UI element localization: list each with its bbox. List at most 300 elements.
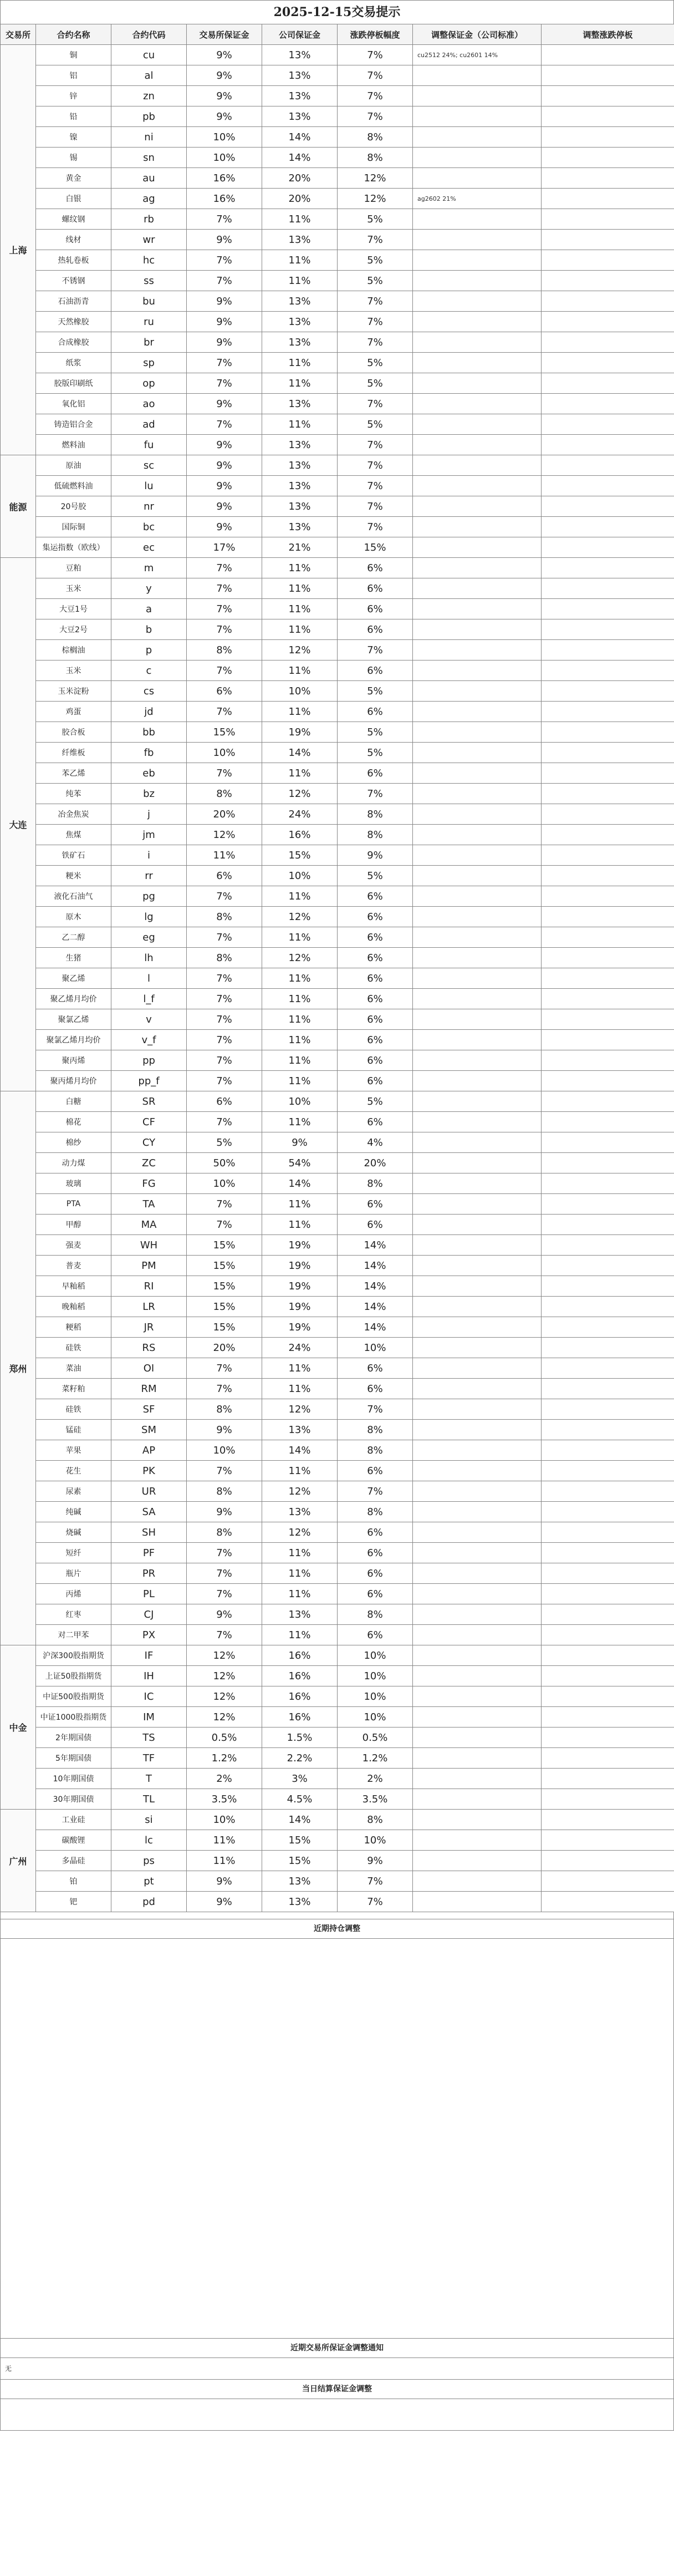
adjusted-limit — [542, 927, 674, 948]
price-limit: 15% — [338, 537, 413, 558]
exchange-margin: 12% — [187, 1666, 262, 1686]
adjusted-limit — [542, 1728, 674, 1748]
adjusted-limit — [542, 948, 674, 968]
price-limit: 10% — [338, 1830, 413, 1851]
company-margin: 11% — [262, 1215, 338, 1235]
price-limit: 8% — [338, 127, 413, 148]
contract-code: WH — [111, 1235, 187, 1256]
exchange-margin: 7% — [187, 763, 262, 784]
table-row — [1, 1050, 674, 1071]
adjusted-margin — [413, 86, 542, 106]
contract-name: 胶合板 — [36, 722, 111, 743]
day-block — [5, 2275, 669, 2325]
price-limit: 6% — [338, 1543, 413, 1563]
table-row — [1, 1769, 674, 1789]
contract-code: IF — [111, 1645, 187, 1666]
exchange-margin: 11% — [187, 1830, 262, 1851]
adjusted-margin — [413, 845, 542, 866]
company-margin: 11% — [262, 1194, 338, 1215]
adjusted-limit — [542, 1810, 674, 1830]
contract-code: CY — [111, 1132, 187, 1153]
exchange-margin: 12% — [187, 1686, 262, 1707]
company-margin: 16% — [262, 1645, 338, 1666]
company-margin: 15% — [262, 1851, 338, 1871]
table-row — [1, 1091, 674, 1112]
adjusted-limit — [542, 1625, 674, 1645]
exchange-label: 大连 — [1, 558, 36, 1091]
table-row — [1, 1728, 674, 1748]
price-limit: 8% — [338, 1810, 413, 1830]
contract-name: PTA — [36, 1194, 111, 1215]
contract-name: 锡 — [36, 148, 111, 168]
price-limit: 5% — [338, 414, 413, 435]
contract-name: 铅 — [36, 106, 111, 127]
exchange-margin: 50% — [187, 1153, 262, 1173]
day-date — [5, 2150, 669, 2160]
day-line — [5, 2217, 669, 2227]
table-row — [1, 1584, 674, 1604]
contract-name: 花生 — [36, 1461, 111, 1481]
company-margin: 11% — [262, 1461, 338, 1481]
adjusted-limit — [542, 414, 674, 435]
company-margin: 13% — [262, 106, 338, 127]
exchange-margin: 7% — [187, 209, 262, 230]
company-margin: 13% — [262, 517, 338, 537]
table-row — [1, 1789, 674, 1810]
settlement-title: 当日结算保证金调整 — [0, 2380, 674, 2399]
table-row — [1, 1215, 674, 1235]
exchange-margin: 9% — [187, 291, 262, 312]
exchange-label: 中金 — [1, 1645, 36, 1810]
company-margin: 19% — [262, 1297, 338, 1317]
adjusted-limit — [542, 127, 674, 148]
contract-name: 玻璃 — [36, 1173, 111, 1194]
exchange-margin: 9% — [187, 86, 262, 106]
exchange-margin: 9% — [187, 1502, 262, 1522]
exchange-margin: 20% — [187, 804, 262, 825]
day-block — [5, 2150, 669, 2169]
company-margin: 11% — [262, 1625, 338, 1645]
contract-code: SH — [111, 1522, 187, 1543]
adjusted-margin — [413, 209, 542, 230]
company-margin: 9% — [262, 1132, 338, 1153]
adjusted-limit — [542, 1563, 674, 1584]
table-row — [1, 476, 674, 496]
day-block — [5, 1944, 669, 2104]
table-row — [1, 763, 674, 784]
company-margin: 13% — [262, 1871, 338, 1892]
price-limit: 0.5% — [338, 1728, 413, 1748]
adjusted-margin — [413, 1584, 542, 1604]
table-row — [1, 845, 674, 866]
company-margin: 13% — [262, 332, 338, 353]
contract-code: jd — [111, 702, 187, 722]
adjusted-margin — [413, 1851, 542, 1871]
exchange-margin: 8% — [187, 907, 262, 927]
exchange-margin: 9% — [187, 312, 262, 332]
exchange-margin: 10% — [187, 1173, 262, 1194]
contract-name: 国际铜 — [36, 517, 111, 537]
adjusted-limit — [542, 619, 674, 640]
exchange-margin: 8% — [187, 640, 262, 660]
company-margin: 13% — [262, 1502, 338, 1522]
company-margin: 11% — [262, 1071, 338, 1091]
adjusted-margin — [413, 517, 542, 537]
table-row — [1, 1686, 674, 1707]
exchange-margin: 3.5% — [187, 1789, 262, 1810]
contract-name: 胶版印刷纸 — [36, 373, 111, 394]
column-header: 合约名称 — [36, 24, 111, 45]
contract-code: PL — [111, 1584, 187, 1604]
contract-code: sc — [111, 455, 187, 476]
contract-name: 棉花 — [36, 1112, 111, 1132]
adjusted-limit — [542, 1132, 674, 1153]
adjusted-margin — [413, 291, 542, 312]
table-row — [1, 1522, 674, 1543]
price-limit: 6% — [338, 1379, 413, 1399]
contract-code: y — [111, 578, 187, 599]
adjusted-margin — [413, 394, 542, 414]
contract-code: CJ — [111, 1604, 187, 1625]
table-row — [1, 558, 674, 578]
contract-code: ss — [111, 271, 187, 291]
exchange-margin: 15% — [187, 1317, 262, 1338]
exchange-margin: 8% — [187, 1522, 262, 1543]
table-row — [1, 353, 674, 373]
adjusted-limit — [542, 1276, 674, 1297]
exchange-margin: 10% — [187, 127, 262, 148]
adjusted-limit — [542, 784, 674, 804]
contract-name: 5年期国债 — [36, 1748, 111, 1769]
adjusted-margin — [413, 1317, 542, 1338]
company-margin: 21% — [262, 537, 338, 558]
exchange-margin: 9% — [187, 517, 262, 537]
adjusted-margin — [413, 1399, 542, 1420]
contract-code: lu — [111, 476, 187, 496]
contract-code: FG — [111, 1173, 187, 1194]
day-line — [5, 2207, 669, 2217]
contract-code: lh — [111, 948, 187, 968]
exchange-margin: 7% — [187, 1358, 262, 1379]
adjusted-margin — [413, 435, 542, 455]
adjusted-limit — [542, 599, 674, 619]
contract-name: 粳米 — [36, 866, 111, 886]
adjusted-limit — [542, 1194, 674, 1215]
exchange-margin: 11% — [187, 1851, 262, 1871]
company-margin: 11% — [262, 989, 338, 1009]
adjusted-limit — [542, 332, 674, 353]
contract-name: 焦煤 — [36, 825, 111, 845]
table-row — [1, 1297, 674, 1317]
contract-name: 乙二醇 — [36, 927, 111, 948]
table-row — [1, 1481, 674, 1502]
price-limit: 10% — [338, 1686, 413, 1707]
contract-name: 鸡蛋 — [36, 702, 111, 722]
price-limit: 6% — [338, 1358, 413, 1379]
contract-name: 20号胶 — [36, 496, 111, 517]
adjusted-margin — [413, 1091, 542, 1112]
column-header: 交易所 — [1, 24, 36, 45]
company-margin: 2.2% — [262, 1748, 338, 1769]
adjusted-margin — [413, 1071, 542, 1091]
adjusted-margin — [413, 1810, 542, 1830]
exchange-margin: 7% — [187, 886, 262, 907]
contract-name: 氧化铝 — [36, 394, 111, 414]
contract-name: 2年期国债 — [36, 1728, 111, 1748]
table-row — [1, 291, 674, 312]
contract-name: 镍 — [36, 127, 111, 148]
adjusted-margin — [413, 907, 542, 927]
adjusted-limit — [542, 763, 674, 784]
company-margin: 11% — [262, 1030, 338, 1050]
company-margin: 54% — [262, 1153, 338, 1173]
company-margin: 4.5% — [262, 1789, 338, 1810]
table-row — [1, 1892, 674, 1912]
table-row — [1, 1461, 674, 1481]
contract-code: eb — [111, 763, 187, 784]
company-margin: 20% — [262, 168, 338, 189]
contract-code: PM — [111, 1256, 187, 1276]
adjusted-margin — [413, 763, 542, 784]
exchange-margin: 15% — [187, 1297, 262, 1317]
contract-name: 强麦 — [36, 1235, 111, 1256]
adjusted-limit — [542, 106, 674, 127]
table-header-row — [1, 24, 674, 45]
adjusted-margin — [413, 640, 542, 660]
contract-code: T — [111, 1769, 187, 1789]
company-margin: 11% — [262, 414, 338, 435]
contract-code: bc — [111, 517, 187, 537]
contract-name: 30年期国债 — [36, 1789, 111, 1810]
contract-code: ag — [111, 189, 187, 209]
adjusted-limit — [542, 1379, 674, 1399]
table-row — [1, 168, 674, 189]
contract-name: 丙烯 — [36, 1584, 111, 1604]
exchange-margin: 9% — [187, 45, 262, 65]
contract-name: 线材 — [36, 230, 111, 250]
contract-code: TA — [111, 1194, 187, 1215]
contract-name: 聚乙烯月均价 — [36, 989, 111, 1009]
exchange-margin: 15% — [187, 1256, 262, 1276]
company-margin: 13% — [262, 86, 338, 106]
company-margin: 12% — [262, 907, 338, 927]
contract-code: m — [111, 558, 187, 578]
table-row — [1, 394, 674, 414]
table-row — [1, 1173, 674, 1194]
table-row — [1, 1707, 674, 1728]
price-limit: 6% — [338, 1050, 413, 1071]
table-row — [1, 414, 674, 435]
company-margin: 14% — [262, 743, 338, 763]
day-line — [5, 2074, 669, 2084]
table-row — [1, 1851, 674, 1871]
adjusted-margin — [413, 1173, 542, 1194]
contract-name: 铝 — [36, 65, 111, 86]
table-row — [1, 1009, 674, 1030]
table-row — [1, 681, 674, 702]
adjusted-margin — [413, 1625, 542, 1645]
contract-name: 10年期国债 — [36, 1769, 111, 1789]
price-limit: 7% — [338, 65, 413, 86]
company-margin: 19% — [262, 1235, 338, 1256]
table-row — [1, 1276, 674, 1297]
price-limit: 7% — [338, 394, 413, 414]
price-limit: 6% — [338, 1194, 413, 1215]
table-row — [1, 886, 674, 907]
company-margin: 12% — [262, 640, 338, 660]
price-limit: 6% — [338, 968, 413, 989]
table-row — [1, 1604, 674, 1625]
price-limit: 12% — [338, 189, 413, 209]
contract-name: 钯 — [36, 1892, 111, 1912]
contract-name: 黄金 — [36, 168, 111, 189]
adjusted-limit — [542, 1030, 674, 1050]
exchange-margin: 6% — [187, 866, 262, 886]
contract-code: l — [111, 968, 187, 989]
price-limit: 6% — [338, 907, 413, 927]
price-limit: 6% — [338, 948, 413, 968]
table-row — [1, 496, 674, 517]
contract-code: MA — [111, 1215, 187, 1235]
adjusted-margin — [413, 619, 542, 640]
adjusted-margin — [413, 1235, 542, 1256]
exchange-margin: 15% — [187, 1276, 262, 1297]
adjusted-limit — [542, 722, 674, 743]
price-limit: 5% — [338, 722, 413, 743]
price-limit: 10% — [338, 1645, 413, 1666]
exchange-margin: 6% — [187, 1091, 262, 1112]
adjusted-limit — [542, 1789, 674, 1810]
settlement-line — [5, 2415, 669, 2425]
adjusted-margin — [413, 866, 542, 886]
company-margin: 11% — [262, 1563, 338, 1584]
contract-name: 铁矿石 — [36, 845, 111, 866]
adjusted-limit — [542, 804, 674, 825]
company-margin: 16% — [262, 825, 338, 845]
adjusted-margin — [413, 1892, 542, 1912]
contract-name: 豆粕 — [36, 558, 111, 578]
day-line — [5, 2014, 669, 2024]
company-margin: 11% — [262, 1358, 338, 1379]
day-line — [5, 2024, 669, 2034]
contract-code: pp — [111, 1050, 187, 1071]
price-limit: 8% — [338, 1502, 413, 1522]
table-row — [1, 1399, 674, 1420]
price-limit: 5% — [338, 866, 413, 886]
price-limit: 8% — [338, 804, 413, 825]
contract-code: wr — [111, 230, 187, 250]
contract-code: CF — [111, 1112, 187, 1132]
contract-name: 玉米淀粉 — [36, 681, 111, 702]
contract-code: UR — [111, 1481, 187, 1502]
day-line — [5, 2187, 669, 2197]
price-limit: 6% — [338, 599, 413, 619]
company-margin: 13% — [262, 394, 338, 414]
contract-code: zn — [111, 86, 187, 106]
adjusted-margin — [413, 332, 542, 353]
adjusted-margin — [413, 599, 542, 619]
exchange-margin: 12% — [187, 1645, 262, 1666]
exchange-margin: 7% — [187, 1194, 262, 1215]
company-margin: 13% — [262, 476, 338, 496]
contract-name: 石油沥青 — [36, 291, 111, 312]
contract-name: 聚丙烯月均价 — [36, 1071, 111, 1091]
adjusted-limit — [542, 373, 674, 394]
contract-code: rb — [111, 209, 187, 230]
exchange-margin: 12% — [187, 1707, 262, 1728]
exchange-margin: 10% — [187, 743, 262, 763]
exchange-margin: 16% — [187, 189, 262, 209]
company-margin: 3% — [262, 1769, 338, 1789]
contract-name: 集运指数（欧线） — [36, 537, 111, 558]
exchange-margin: 7% — [187, 1215, 262, 1235]
day-date — [5, 2275, 669, 2285]
price-limit: 6% — [338, 660, 413, 681]
table-row — [1, 866, 674, 886]
company-margin: 19% — [262, 1317, 338, 1338]
price-limit: 7% — [338, 86, 413, 106]
day-date — [5, 2177, 669, 2187]
price-limit: 10% — [338, 1338, 413, 1358]
adjusted-margin — [413, 1871, 542, 1892]
contract-code: a — [111, 599, 187, 619]
contract-code: sn — [111, 148, 187, 168]
contract-name: 硅铁 — [36, 1399, 111, 1420]
column-header: 合约代码 — [111, 24, 187, 45]
contract-code: IM — [111, 1707, 187, 1728]
contract-code: ps — [111, 1851, 187, 1871]
adjusted-margin — [413, 373, 542, 394]
exchange-margin: 7% — [187, 414, 262, 435]
adjusted-margin — [413, 886, 542, 907]
table-row — [1, 784, 674, 804]
adjusted-limit — [542, 1297, 674, 1317]
contract-code: RM — [111, 1379, 187, 1399]
exchange-margin: 7% — [187, 1112, 262, 1132]
exchange-margin: 8% — [187, 1399, 262, 1420]
contract-code: RI — [111, 1276, 187, 1297]
company-margin: 11% — [262, 373, 338, 394]
day-line — [5, 1964, 669, 1974]
exchange-margin: 9% — [187, 1871, 262, 1892]
contract-code: bu — [111, 291, 187, 312]
table-row — [1, 1358, 674, 1379]
contract-code: AP — [111, 1440, 187, 1461]
table-row — [1, 743, 674, 763]
table-row — [1, 1420, 674, 1440]
table-row — [1, 1871, 674, 1892]
adjusted-limit — [542, 1769, 674, 1789]
day-line — [5, 2094, 669, 2104]
column-header: 调整保证金（公司标准） — [413, 24, 542, 45]
price-limit: 5% — [338, 743, 413, 763]
contract-code: hc — [111, 250, 187, 271]
contract-code: pb — [111, 106, 187, 127]
company-margin: 13% — [262, 1604, 338, 1625]
contract-code: fb — [111, 743, 187, 763]
table-row — [1, 1030, 674, 1050]
exchange-margin: 17% — [187, 537, 262, 558]
company-margin: 12% — [262, 1399, 338, 1420]
adjusted-limit — [542, 189, 674, 209]
company-margin: 12% — [262, 1522, 338, 1543]
adjusted-limit — [542, 1358, 674, 1379]
exchange-margin: 7% — [187, 619, 262, 640]
recent-section-title: 近期持仓调整 — [0, 1919, 674, 1939]
exchange-margin: 15% — [187, 722, 262, 743]
price-limit: 14% — [338, 1235, 413, 1256]
contract-name: 聚乙烯 — [36, 968, 111, 989]
